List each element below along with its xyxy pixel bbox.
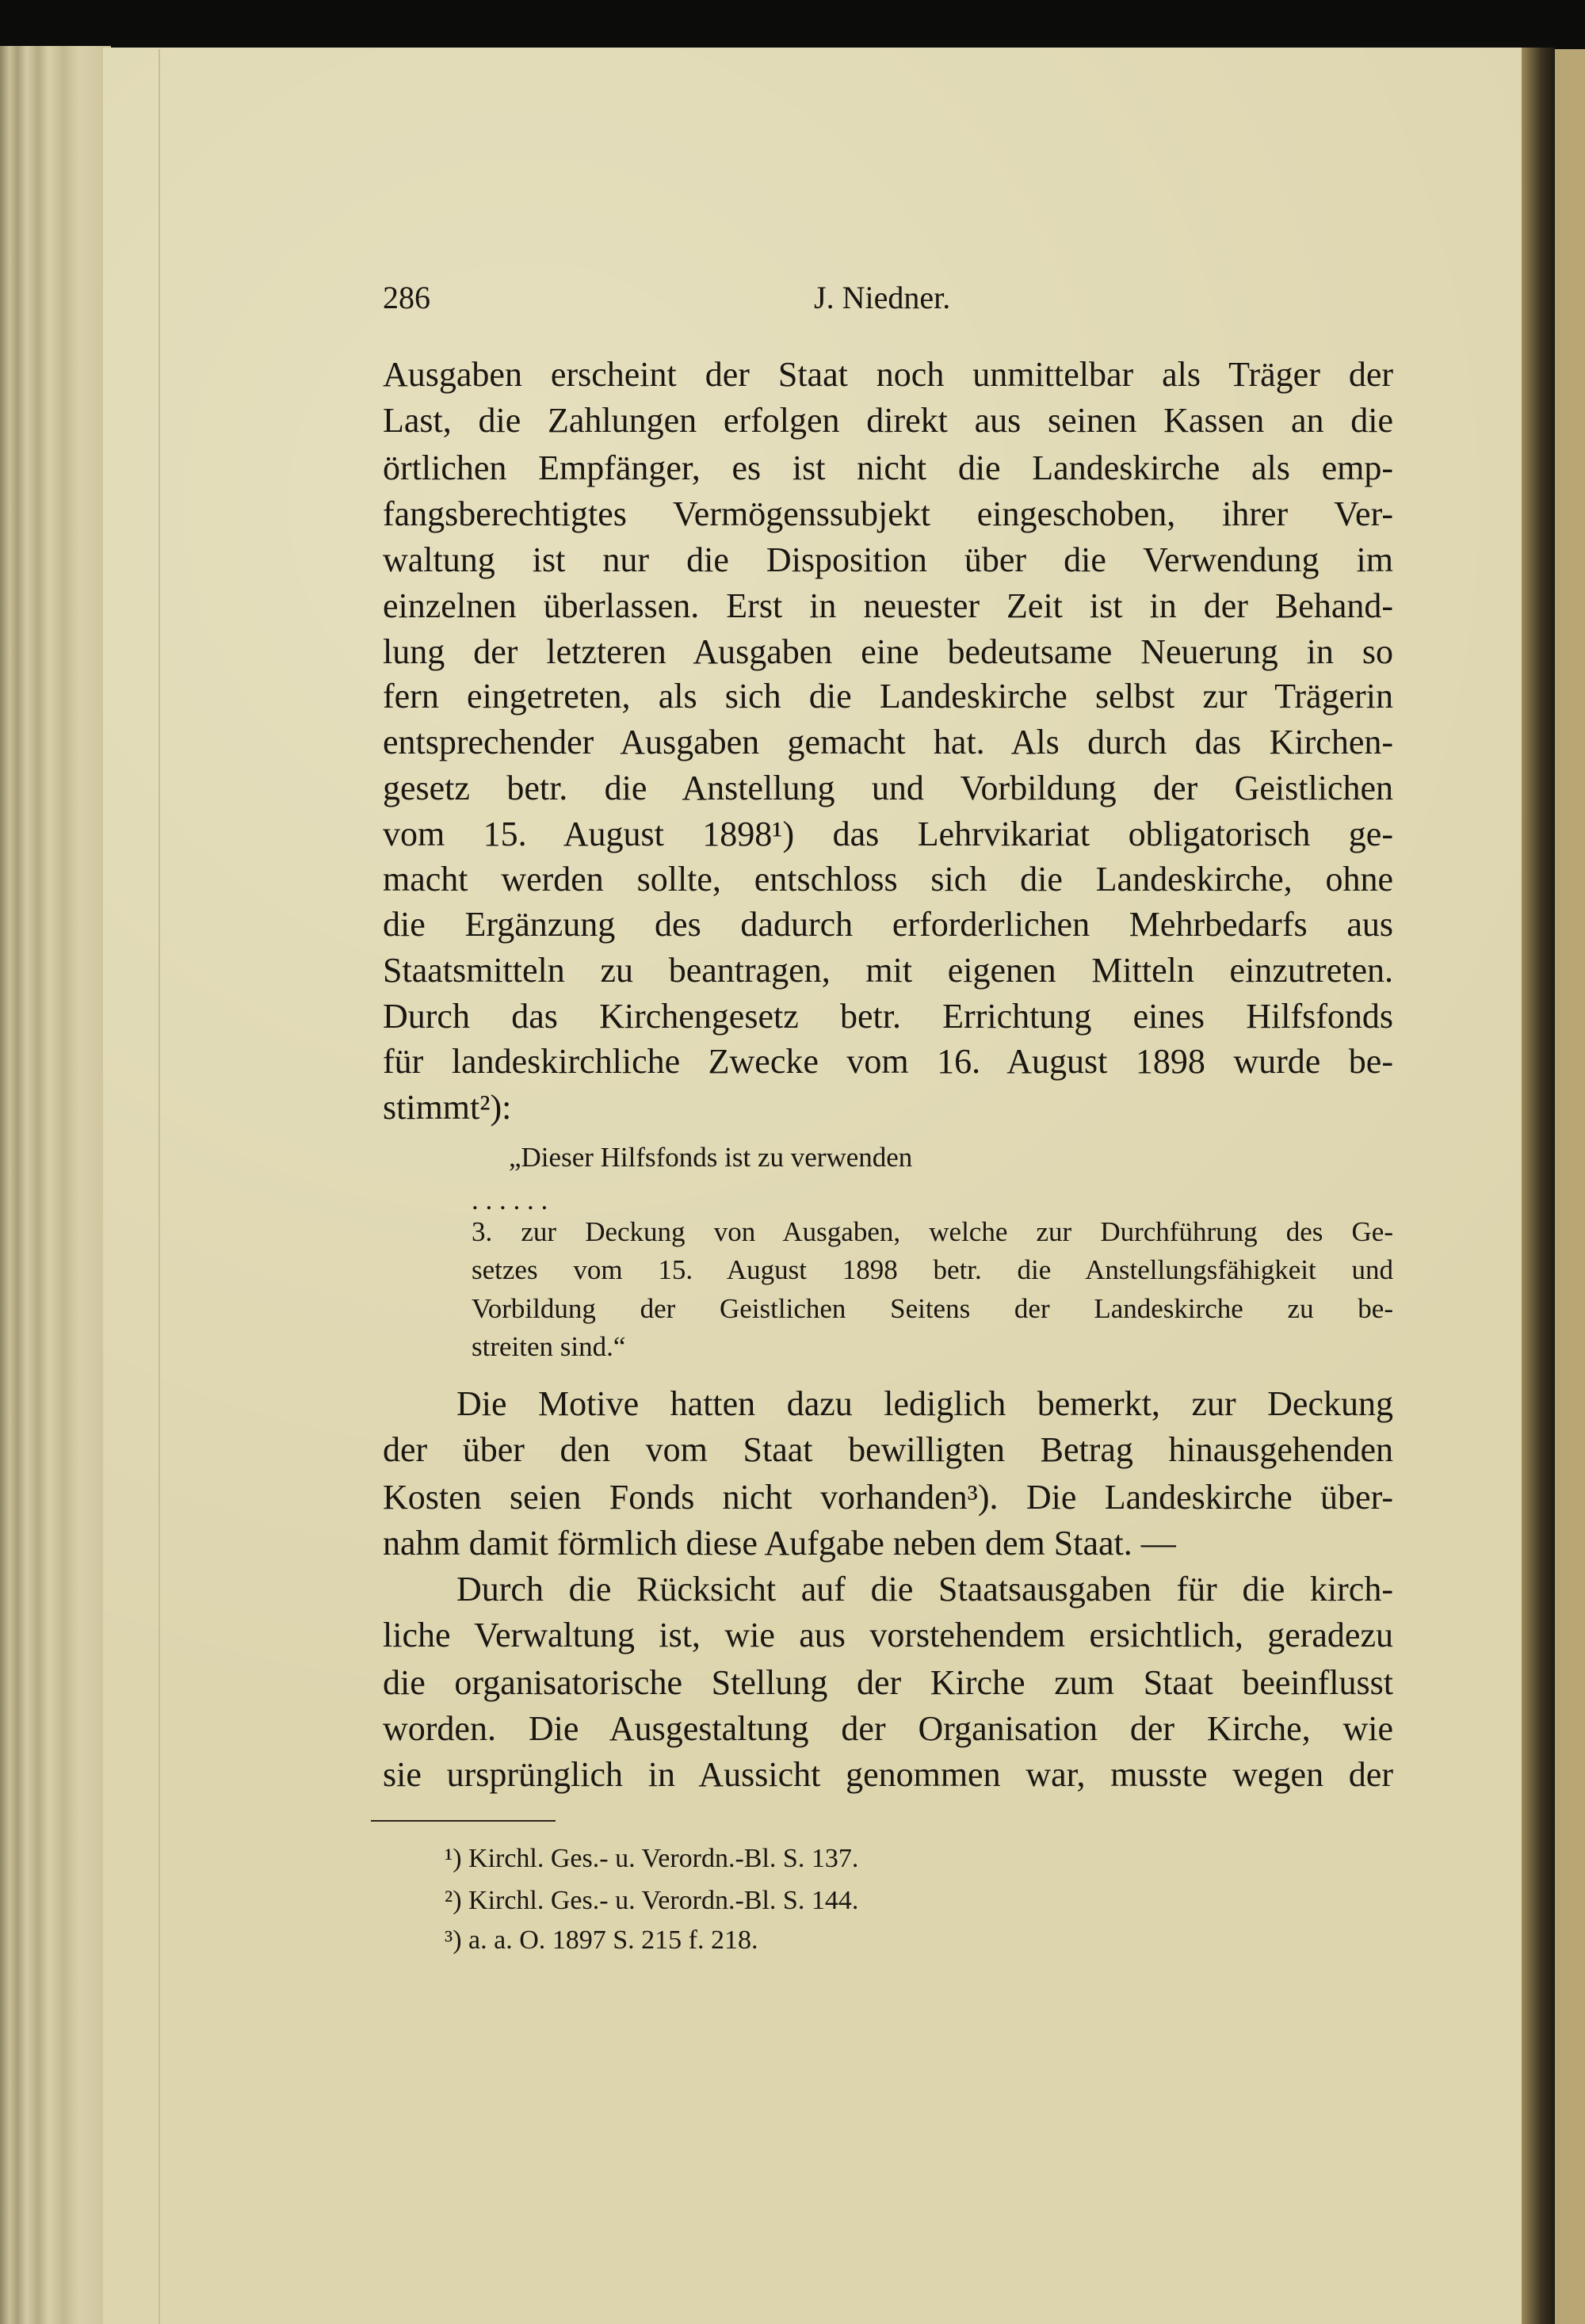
- running-title: J. Niedner.: [814, 280, 951, 315]
- quote-line: Vorbildung der Geistlichen Seitens der Landeskirche zu be-: [472, 1293, 1393, 1324]
- page-number: 286: [383, 280, 430, 315]
- paragraph-1-line: die Ergänzung des dadurch erforderlichen Mehrbedarfs aus: [383, 905, 1393, 944]
- paragraph-1-line: fangsberechtigtes Vermögenssubjekt eingeschoben, ihrer Ver-: [383, 494, 1393, 533]
- paragraph-1-line: vom 15. August 1898¹) das Lehrvikariat obligatorisch ge-: [383, 815, 1393, 853]
- paragraph-1-line: Last, die Zahlungen erfolgen direkt aus seinen Kassen an die: [383, 401, 1393, 440]
- page-stack-edge: [0, 46, 111, 2324]
- footnote-2: ²) Kirchl. Ges.- u. Verordn.-Bl. S. 144.: [445, 1886, 859, 1915]
- quote-line: setzes vom 15. August 1898 betr. die Anstellungsfähigkeit und: [472, 1254, 1393, 1285]
- paragraph-1-line: stimmt²):: [383, 1088, 512, 1127]
- paragraph-1-line: lung der letzteren Ausgaben eine bedeutsame Neuerung in so: [383, 632, 1393, 671]
- quote-intro: „Dieser Hilfsfonds ist zu verwenden: [509, 1142, 913, 1173]
- paragraph-2-line: Die Motive hatten dazu lediglich bemerkt, zur Deckung: [456, 1384, 1393, 1423]
- paragraph-1-line: gesetz betr. die Anstellung und Vorbildung der Geistlichen: [383, 769, 1393, 807]
- adjacent-page-edge: [1555, 49, 1585, 2324]
- paragraph-3-line: sie ursprünglich in Aussicht genommen war, musste wegen der: [383, 1755, 1393, 1794]
- quote-line: streiten sind.“: [472, 1331, 626, 1362]
- paragraph-2-line: nahm damit förmlich diese Aufgabe neben dem Staat. —: [383, 1524, 1176, 1563]
- paragraph-2-line: Kosten seien Fonds nicht vorhanden³). Die Landeskirche über-: [383, 1478, 1393, 1517]
- footnote-3: ³) a. a. O. 1897 S. 215 f. 218.: [445, 1925, 758, 1955]
- footnote-1: ¹) Kirchl. Ges.- u. Verordn.-Bl. S. 137.: [445, 1844, 859, 1873]
- paragraph-3-line: worden. Die Ausgestaltung der Organisation der Kirche, wie: [383, 1709, 1393, 1748]
- book-gutter: [1522, 48, 1555, 2324]
- paragraph-1-line: macht werden sollte, entschloss sich die Landeskirche, ohne: [383, 860, 1393, 899]
- page-border: [158, 49, 160, 2324]
- paragraph-1-line: entsprechender Ausgaben gemacht hat. Als durch das Kirchen-: [383, 723, 1393, 761]
- paragraph-1-line: örtlichen Empfänger, es ist nicht die Landeskirche als emp-: [383, 448, 1393, 487]
- paragraph-1-line: fern eingetreten, als sich die Landeskirche selbst zur Trägerin: [383, 677, 1393, 716]
- paragraph-1-line: einzelnen überlassen. Erst in neuester Zeit ist in der Behand-: [383, 586, 1393, 625]
- footnote-rule: [371, 1820, 556, 1822]
- paragraph-3-line: die organisatorische Stellung der Kirche zum Staat beeinflusst: [383, 1663, 1393, 1702]
- paragraph-1-line: waltung ist nur die Disposition über die Verwendung im: [383, 540, 1393, 579]
- paragraph-3-line: liche Verwaltung ist, wie aus vorstehendem ersichtlich, geradezu: [383, 1616, 1393, 1654]
- paragraph-2-line: der über den vom Staat bewilligten Betrag hinausgehenden: [383, 1430, 1393, 1469]
- paragraph-1-line: Ausgaben erscheint der Staat noch unmittelbar als Träger der: [383, 355, 1393, 394]
- quote-line: 3. zur Deckung von Ausgaben, welche zur Durchführung des Ge-: [472, 1216, 1393, 1247]
- paragraph-1-line: Staatsmitteln zu beantragen, mit eigenen Mitteln einzutreten.: [383, 951, 1393, 990]
- paragraph-1-line: Durch das Kirchengesetz betr. Errichtung eines Hilfsfonds: [383, 997, 1393, 1036]
- paragraph-3-line: Durch die Rücksicht auf die Staatsausgaben für die kirch-: [456, 1570, 1393, 1608]
- quote-ellipsis: . . . . . .: [472, 1185, 548, 1215]
- paragraph-1-line: für landeskirchliche Zwecke vom 16. August 1898 wurde be-: [383, 1042, 1393, 1081]
